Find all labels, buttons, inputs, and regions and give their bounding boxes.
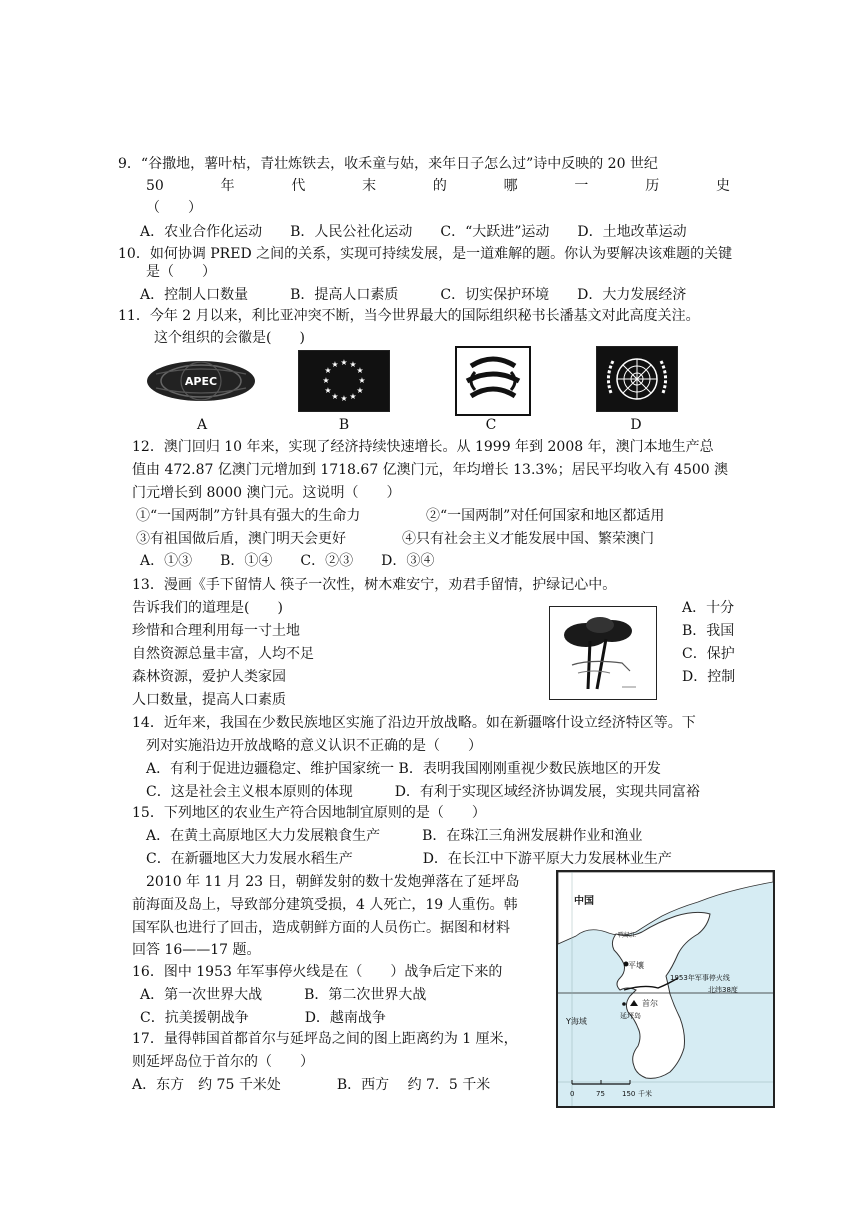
q9-word: 代 bbox=[291, 178, 306, 194]
cartoon-image bbox=[549, 606, 657, 700]
q13-right2: B．我国 bbox=[682, 623, 735, 639]
q10-stem-line1: 10．如何协调 PRED 之间的关系，实现可持续发展，是一道难解的题。你认为要解决该难题的关键 bbox=[118, 246, 733, 262]
map-label-sea: Y海域 bbox=[566, 1017, 587, 1026]
map-label-seoul: 首尔 bbox=[642, 999, 658, 1008]
q13-right4: D．控制 bbox=[682, 669, 736, 685]
wto-swirl-icon bbox=[457, 348, 529, 414]
svg-text:★: ★ bbox=[324, 386, 332, 395]
svg-text:★: ★ bbox=[324, 366, 332, 375]
q9-word: 的 bbox=[432, 178, 447, 194]
apec-logo-text: APEC bbox=[184, 375, 218, 388]
q14-options1: A．有利于促进边疆稳定、维护国家统一 B．表明我国刚刚重视少数民族地区的开发 bbox=[146, 761, 661, 777]
svg-text:★: ★ bbox=[340, 394, 348, 403]
q9-stem-line2 bbox=[146, 176, 730, 196]
q13-line2: 告诉我们的道理是( ) bbox=[132, 600, 283, 616]
q11-stem-line2: 这个组织的会徽是( ) bbox=[154, 330, 305, 346]
q10-stem-line2: 是（ ） bbox=[146, 264, 216, 280]
q11-stem-line1: 11．今年 2 月以来，利比亚冲突不断，当今世界最大的国际组织秘书长潘基文对此高度关注。 bbox=[118, 308, 700, 324]
q13-line3: 珍惜和合理利用每一寸土地 bbox=[132, 623, 300, 639]
eu-flag-logo bbox=[298, 350, 390, 412]
q12-item1: ①“一国两制”方针具有强大的生命力 bbox=[136, 508, 361, 524]
q13-line6: 人口数量，提高人口素质 bbox=[132, 692, 286, 708]
scale-label-unit: 千米 bbox=[638, 1090, 652, 1098]
logo-label-b: B bbox=[338, 417, 350, 433]
scale-label-75: 75 bbox=[596, 1090, 605, 1098]
q9-options: A．农业合作化运动 B．人民公社化运动 C．“大跃进”运动 D．土地改革运动 bbox=[140, 224, 687, 240]
q17-stem-line2: 则延坪岛位于首尔的（ ） bbox=[132, 1054, 314, 1070]
q12-item4: ④只有社会主义才能发展中国、繁荣澳门 bbox=[402, 531, 654, 547]
svg-text:★: ★ bbox=[322, 376, 330, 385]
q13-line4: 自然资源总量丰富，人均不足 bbox=[132, 646, 314, 662]
q9-word: 年 bbox=[220, 178, 235, 194]
material-line4: 回答 16——17 题。 bbox=[132, 942, 261, 958]
svg-text:★: ★ bbox=[340, 358, 348, 367]
q14-stem-line1: 14．近年来，我国在少数民族地区实施了沿边开放战略。如在新疆喀什设立经济特区等。下 bbox=[132, 715, 696, 731]
korea-map bbox=[556, 870, 775, 1108]
q13-stem-line1: 13．漫画《手下留情人 筷子一次性，树木难安宁，劝君手留情，护绿记心中。 bbox=[132, 577, 617, 593]
svg-text:★: ★ bbox=[331, 392, 339, 401]
q9-word: 末 bbox=[362, 178, 377, 194]
q9-word: 史 bbox=[715, 178, 730, 194]
q9-word: 哪 bbox=[503, 178, 518, 194]
un-emblem-logo bbox=[596, 346, 678, 412]
q9-word: 一 bbox=[574, 178, 589, 194]
q14-options2: C．这是社会主义根本原则的体现 D．有利于实现区域经济协调发展，实现共同富裕 bbox=[146, 784, 700, 800]
map-label-yalu: 鸭绿江 bbox=[618, 932, 637, 939]
q10-options: A．控制人口数量 B．提高人口素质 C．切实保护环境 D．大力发展经济 bbox=[140, 287, 687, 303]
q13-right3: C．保护 bbox=[682, 646, 735, 662]
wto-logo bbox=[455, 346, 531, 416]
map-label-pyongyang: 平壤 bbox=[628, 961, 644, 970]
q9-word: 50 bbox=[146, 178, 164, 194]
svg-text:★: ★ bbox=[358, 376, 366, 385]
q16-options1: A．第一次世界大战 B．第二次世界大战 bbox=[140, 987, 427, 1003]
map-label-china: 中国 bbox=[574, 896, 594, 907]
scale-label-0: 0 bbox=[570, 1090, 575, 1098]
q16-options2: C．抗美援朝战争 D．越南战争 bbox=[140, 1010, 386, 1026]
tree-chopsticks-icon bbox=[550, 607, 656, 699]
apec-globe-icon bbox=[146, 360, 256, 402]
q16-stem: 16．图中 1953 年军事停火线是在（ ）战争后定下来的 bbox=[132, 964, 503, 980]
un-globe-wreath-icon bbox=[597, 347, 677, 411]
material-line3: 国军队也进行了回击，造成朝鲜方面的人员伤亡。据图和材料 bbox=[132, 920, 510, 936]
q15-options1: A．在黄土高原地区大力发展粮食生产 B．在珠江三角洲发展耕作业和渔业 bbox=[146, 828, 643, 844]
map-label-lat38: 北纬38度 bbox=[708, 986, 738, 994]
logo-label-c: C bbox=[485, 417, 497, 433]
q13-line5: 森林资源，爱护人类家园 bbox=[132, 669, 286, 685]
ring-of-stars-icon bbox=[299, 351, 389, 411]
apec-logo bbox=[146, 360, 256, 402]
q15-stem: 15．下列地区的农业生产符合因地制宜原则的是（ ） bbox=[132, 805, 486, 821]
q9-stem-line3: （ ） bbox=[146, 200, 202, 216]
q9-stem-line1: 9．“谷撒地，薯叶枯，青壮炼铁去，收禾童与姑，来年日子怎么过”诗中反映的 20 世纪 bbox=[118, 156, 658, 172]
q12-options: A．①③ B．①④ C．②③ D．③④ bbox=[140, 553, 435, 569]
svg-text:★: ★ bbox=[349, 392, 357, 401]
logo-label-a: A bbox=[196, 417, 208, 433]
svg-text:★: ★ bbox=[349, 360, 357, 369]
q12-stem-line1: 12．澳门回归 10 年来，实现了经济持续快速增长。从 1999 年到 2008 年，澳门本地生产总 bbox=[132, 439, 714, 455]
q17-options: A．东方 约 75 千米处 B．西方 约 7．5 千米 bbox=[132, 1077, 491, 1093]
q12-item3: ③有祖国做后盾，澳门明天会更好 bbox=[136, 531, 346, 547]
q17-stem-line1: 17．量得韩国首都首尔与延坪岛之间的图上距离约为 1 厘米， bbox=[132, 1031, 518, 1047]
scale-label-150: 150 bbox=[622, 1090, 636, 1098]
map-label-armistice: 1953年军事停火线 bbox=[670, 974, 730, 982]
material-line1: 2010 年 11 月 23 日，朝鲜发射的数十发炮弹落在了延坪岛 bbox=[146, 874, 520, 890]
svg-text:★: ★ bbox=[356, 386, 364, 395]
q12-item2: ②“一国两制”对任何国家和地区都适用 bbox=[426, 508, 665, 524]
q12-stem-line2: 值由 472.87 亿澳门元增加到 1718.67 亿澳门元，年均增长 13.3%；居民平均收入有 4500 澳 bbox=[132, 462, 729, 478]
svg-text:★: ★ bbox=[331, 360, 339, 369]
q13-right1: A．十分 bbox=[682, 600, 735, 616]
q15-options2: C．在新疆地区大力发展水稻生产 D．在长江中下游平原大力发展林业生产 bbox=[146, 851, 672, 867]
material-line2: 前海面及岛上，导致部分建筑受损，4 人死亡，19 人重伤。韩 bbox=[132, 897, 518, 913]
q12-stem-line3: 门元增长到 8000 澳门元。这说明（ ） bbox=[132, 485, 401, 501]
q14-stem-line2: 列对实施沿边开放战略的意义认识不正确的是（ ） bbox=[146, 738, 482, 754]
logo-label-d: D bbox=[630, 417, 642, 433]
q9-word: 历 bbox=[645, 178, 660, 194]
map-label-yeonpyeong: 延坪岛 bbox=[620, 1012, 641, 1020]
svg-text:★: ★ bbox=[356, 366, 364, 375]
